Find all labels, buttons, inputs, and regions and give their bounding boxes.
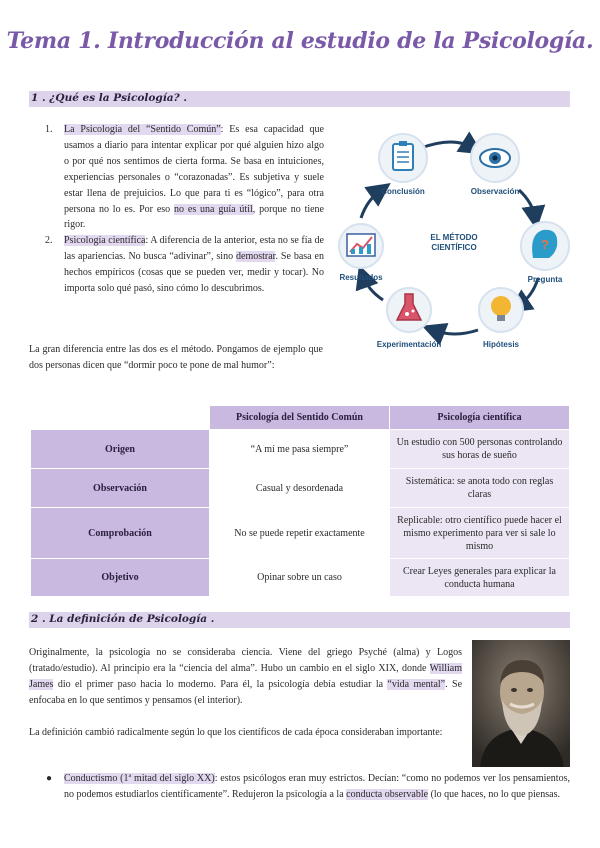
step-pregunta	[521, 222, 569, 284]
row-label: Observación	[31, 469, 210, 508]
table-header-cell: Psicología científica	[390, 406, 570, 430]
term-sentido-comun: La Psicología del “Sentido Común”	[64, 124, 221, 135]
list-item	[45, 233, 324, 297]
table-cell: Replicable: otro científico puede hacer el mismo experimento para ver si sale lo mismo	[390, 508, 570, 559]
paragraph-text: dio el primer paso hacia lo moderno. Para él, la psicología debía estudiar la	[53, 678, 388, 690]
row-label: Origen	[31, 430, 210, 469]
scientific-method-diagram	[333, 118, 575, 356]
row-label: Comprobación	[31, 508, 210, 559]
table-cell: “A mí me pasa siempre”	[210, 430, 390, 469]
arrow-icon	[519, 190, 535, 218]
highlight-text: no es una guía útil	[174, 203, 253, 215]
section-heading-2-text: 2 . La definición de Psicología .	[31, 613, 215, 625]
step-experimentacion	[377, 288, 442, 349]
row-label: Objetivo	[31, 559, 210, 597]
table-cell: Casual y desordenada	[210, 469, 390, 508]
step-label: Conclusión	[381, 187, 425, 196]
highlight-william-james: William James	[29, 662, 462, 690]
table-row	[31, 508, 570, 559]
list-item	[45, 771, 570, 803]
step-label: Experimentación	[376, 340, 442, 349]
definition-paragraph	[29, 645, 462, 709]
section-heading-1	[29, 91, 570, 107]
diagram-center-label: EL MÉTODO	[430, 233, 478, 242]
bullet-text: : estos psicólogos eran muy estrictos. Decían: “como no podemos ver los pensamientos, no podemos estudiarlos científicamente”. Redujeron la psicología a la	[64, 773, 570, 800]
step-hipotesis	[479, 288, 523, 349]
highlight-text: demostrar	[236, 251, 276, 263]
table-cell: No se puede repetir exactamente	[210, 508, 390, 559]
william-james-portrait	[472, 640, 570, 767]
table-row	[31, 559, 570, 597]
list-text: : A diferencia de la anterior, esta no se fía de las apariencias. No busca “adivinar”, sino	[64, 235, 324, 263]
page-title: Tema 1. Introducción al estudio de la Psicología.	[6, 28, 594, 54]
step-label: Resultados	[339, 273, 383, 282]
diagram-center-label: CIENTÍFICO	[431, 243, 477, 252]
arrow-icon	[421, 142, 473, 148]
table-cell: Sistemática: se anota todo con reglas claras	[390, 469, 570, 508]
list-number: 1.	[45, 124, 53, 135]
term-psicologia-cientifica: Psicología científica	[64, 235, 146, 247]
bullet-text: (lo que haces, no lo que piensas.	[428, 788, 560, 800]
step-observacion	[471, 134, 520, 196]
lightbulb-icon	[491, 296, 511, 316]
paragraph-text: Originalmente, la psicología no se consideraba ciencia. Viene del griego Psyché (alma) y Logos (tratado/estudio). Al principio era la “ciencia del alma”. Hubo un cambio en el siglo XIX, donde	[29, 647, 462, 674]
list-number: 2.	[45, 235, 53, 247]
step-conclusion	[379, 134, 427, 196]
highlight-conducta-observable: conducta observable	[346, 788, 429, 800]
table-header-cell: Psicología del Sentido Común	[210, 406, 390, 430]
table-row	[31, 430, 570, 469]
table-header-row	[31, 406, 570, 430]
term-conductismo-date: (1ª mitad del siglo XX)	[117, 773, 215, 784]
paragraph-text: . Se enfocaba en lo que sentimos y pensamos (el interior).	[29, 678, 463, 706]
section-heading-2	[29, 612, 570, 628]
arrow-icon	[361, 190, 381, 218]
psychology-types-list	[45, 122, 324, 297]
table-cell: Crear Leyes generales para explicar la conducta humana	[390, 559, 570, 597]
list-item	[45, 122, 324, 233]
step-resultados	[339, 224, 383, 282]
table-header-cell	[31, 406, 210, 430]
table-cell: Opinar sobre un caso	[210, 559, 390, 597]
list-text: : Es esa capacidad que usamos a diario para intentar explicar por qué alguien hizo algo o por qué nos sentimos de cierta forma. Se basa en intuiciones, experiencias personales o “corazonadas”. Es subjetiva y suele estar llena de prejuicios. Lo que para ti es “lógico”, para otra persona no lo es. Por eso	[64, 124, 324, 215]
table-cell: Un estudio con 500 personas controlando sus horas de sueño	[390, 430, 570, 469]
table-row	[31, 469, 570, 508]
step-label: Observación	[470, 187, 520, 196]
step-label: Hipótesis	[482, 340, 520, 349]
definition-change-paragraph: La definición cambió radicalmente según lo que los científicos de cada época consideraban importante:	[29, 727, 443, 738]
list-tail: . Se basa en hechos empíricos (cosas que se pueden ver, medir y tocar). No importa solo qué pasó, sino cómo lo descubrimos.	[64, 251, 324, 295]
comparison-table	[30, 405, 570, 597]
bullet-list	[45, 771, 570, 803]
section-heading-1-text: 1 . ¿Qué es la Psicología? .	[31, 92, 188, 104]
intro-paragraph: La gran diferencia entre las dos es el método. Pongamos de ejemplo que dos personas dicen que “dormir poco te pone de mal humor”:	[29, 344, 323, 371]
term-conductismo: Conductismo	[64, 773, 118, 784]
list-tail: , porque no tiene rigor.	[64, 203, 324, 231]
step-label: Pregunta	[527, 275, 563, 284]
bullet-dot-icon: ●	[46, 773, 53, 784]
highlight-vida-mental: “vida mental”	[387, 678, 446, 690]
svg-text:?: ?	[541, 237, 549, 252]
arrow-icon	[433, 330, 478, 334]
